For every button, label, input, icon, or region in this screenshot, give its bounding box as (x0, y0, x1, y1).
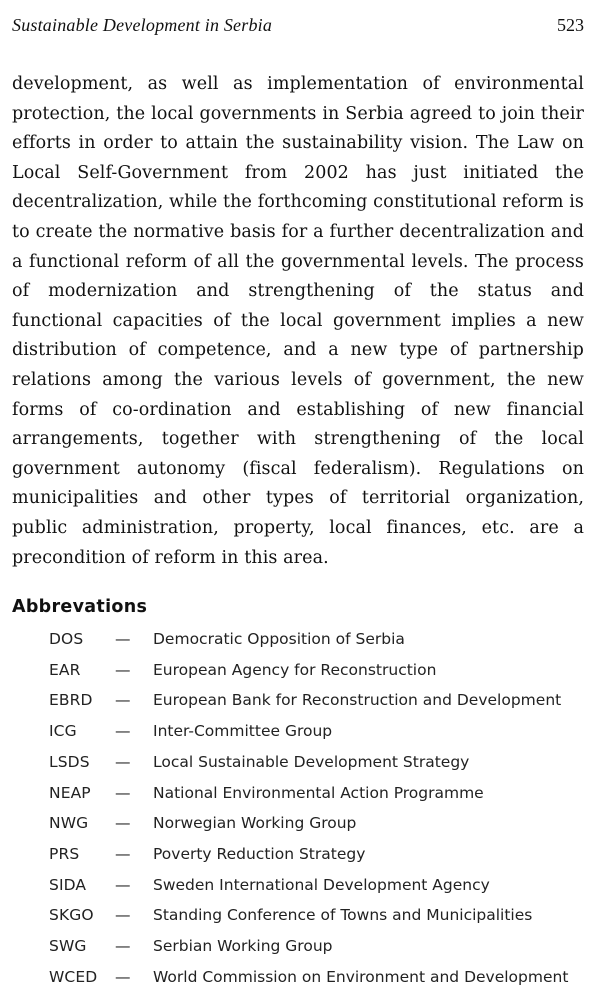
abbreviation-code: SIDA (49, 875, 87, 894)
abbreviation-code: EAR (49, 660, 81, 679)
abbreviation-entry (49, 876, 584, 907)
abbreviation-separator: — (115, 875, 131, 894)
abbreviation-separator: — (115, 752, 131, 771)
abbreviation-entry (49, 814, 584, 845)
abbreviations-list (49, 630, 584, 998)
abbreviation-code: EBRD (49, 691, 93, 710)
abbreviation-code: SWG (49, 936, 87, 955)
abbreviation-separator: — (115, 722, 131, 741)
abbreviation-meaning: Poverty Reduction Strategy (153, 844, 366, 863)
abbreviation-separator: — (115, 660, 131, 679)
abbreviation-entry (49, 906, 584, 937)
abbreviation-separator: — (115, 967, 131, 986)
abbreviation-meaning: Inter-Committee Group (153, 722, 333, 741)
abbreviations-heading: Abbrevations (12, 597, 148, 618)
abbreviation-code: WCED (49, 967, 98, 986)
abbreviation-entry (49, 968, 584, 998)
abbreviation-meaning: Serbian Working Group (153, 936, 333, 955)
abbreviation-entry (49, 691, 584, 722)
abbreviation-meaning: European Agency for Reconstruction (153, 660, 437, 679)
abbreviation-meaning: Democratic Opposition of Serbia (153, 630, 405, 649)
page-number: 523 (557, 15, 584, 35)
abbreviation-separator: — (115, 936, 131, 955)
abbreviation-entry (49, 722, 584, 753)
abbreviation-separator: — (115, 691, 131, 710)
abbreviation-entry (49, 661, 584, 692)
running-title: Sustainable Development in Serbia (12, 15, 273, 35)
abbreviation-separator: — (115, 630, 131, 649)
abbreviation-code: PRS (49, 844, 80, 863)
abbreviation-entry (49, 753, 584, 784)
abbreviation-code: LSDS (49, 752, 90, 771)
abbreviation-code: NEAP (49, 783, 91, 802)
running-header (12, 14, 584, 44)
body-paragraph: development, as well as implementation of environmental protection, the local governments in Serbia agreed to join their efforts in order to attain the sustainability vision. The Law on Local Self-Government from 2002 has just initiated the decentralization, while the forthcoming constitutional reform is to create the normative basis for a further decentralization and a functional reform of all the governmental levels. The process of modernization and strengthening of the status and functional capacities of the local government implies a new distribution of competence, and a new type of partnership relations among the various levels of government, the new forms of co-ordination and establishing of new financial arrangements, together with strengthening of the local government autonomy (fiscal federalism). Regulations on municipalities and other types of territorial organization, public administration, property, local finances, etc. are a precondition of reform in this area. (12, 74, 584, 568)
abbreviation-separator: — (115, 783, 131, 802)
abbreviation-meaning: Local Sustainable Development Strategy (153, 752, 470, 771)
abbreviation-entry (49, 784, 584, 815)
abbreviation-meaning: Norwegian Working Group (153, 814, 357, 833)
abbreviation-entry (49, 845, 584, 876)
abbreviation-meaning: Standing Conference of Towns and Municipalities (153, 906, 533, 925)
abbreviation-code: DOS (49, 630, 84, 649)
abbreviation-entry (49, 630, 584, 661)
abbreviation-separator: — (115, 906, 131, 925)
abbreviation-separator: — (115, 814, 131, 833)
abbreviation-code: NWG (49, 814, 89, 833)
abbreviation-meaning: National Environmental Action Programme (153, 783, 484, 802)
abbreviation-entry (49, 937, 584, 968)
abbreviation-code: SKGO (49, 906, 94, 925)
abbreviation-code: ICG (49, 722, 77, 741)
abbreviation-meaning: Sweden International Development Agency (153, 875, 490, 894)
abbreviation-meaning: European Bank for Reconstruction and Development (153, 691, 562, 710)
abbreviation-meaning: World Commission on Environment and Development (153, 967, 569, 986)
abbreviation-separator: — (115, 844, 131, 863)
